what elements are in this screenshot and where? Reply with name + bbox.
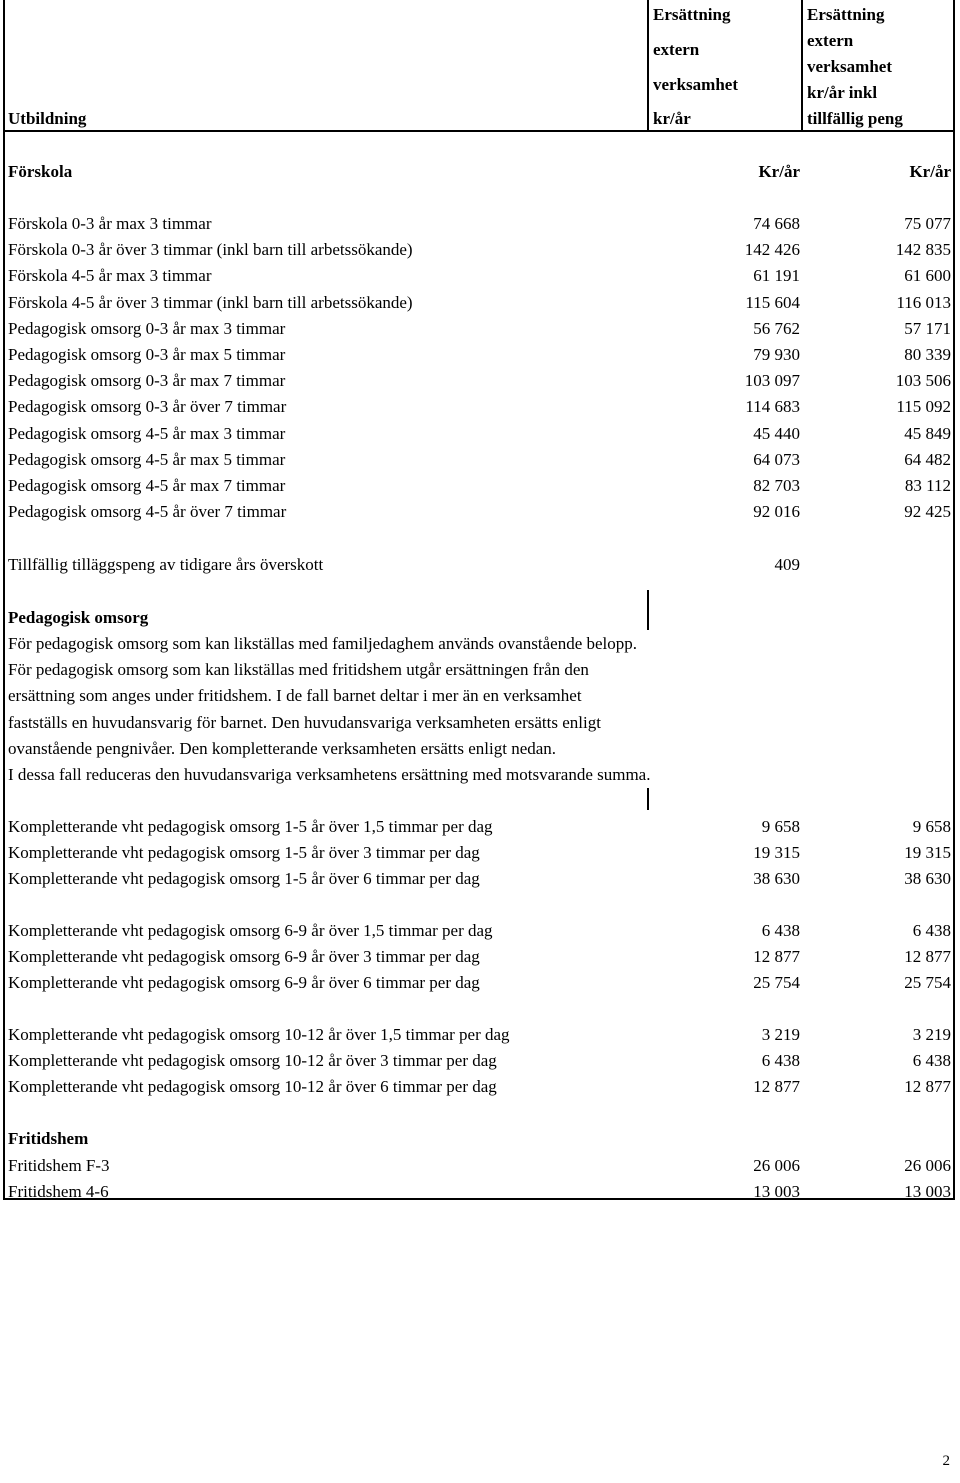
table-row-label: Kompletterande vht pedagogisk omsorg 6-9 år över 1,5 timmar per dag	[8, 921, 493, 940]
table-row-value-col3: 6 438	[912, 921, 951, 940]
unit-label-col3: Kr/år	[909, 162, 951, 181]
header-divider-1	[647, 0, 649, 131]
section-divider-2	[647, 788, 649, 810]
table-row-label: Förskola 0-3 år max 3 timmar	[8, 214, 212, 233]
table-row-label: Kompletterande vht pedagogisk omsorg 6-9 år över 3 timmar per dag	[8, 947, 480, 966]
table-row-value-col2: 12 877	[753, 1077, 800, 1096]
table-row-value-col2: 19 315	[753, 843, 800, 862]
table-row-value-col2: 6 438	[761, 921, 800, 940]
table-row-value-col2: 115 604	[745, 292, 800, 312]
table-row-label: Kompletterande vht pedagogisk omsorg 1-5 år över 1,5 timmar per dag	[8, 817, 493, 836]
paragraph-line: ovanstående pengnivåer. Den kompletterande verksamheten ersätts enligt nedan.	[8, 738, 557, 758]
table-row-label: Kompletterande vht pedagogisk omsorg 10-12 år över 3 timmar per dag	[8, 1051, 497, 1070]
section-title-fritidshem: Fritidshem	[8, 1129, 89, 1148]
header-col3-line: extern	[807, 31, 854, 50]
table-row-value-col2: 45 440	[753, 423, 800, 443]
table-row-value-col2: 79 930	[753, 345, 800, 364]
table-row-value-col2: 114 683	[745, 397, 800, 417]
table-row-value-col2: 64 073	[753, 449, 800, 469]
table-row-value-col2: 142 426	[744, 240, 800, 260]
header-col2-line: extern	[653, 40, 700, 59]
header-utbildning: Utbildning	[8, 109, 87, 128]
table-row-value-col3: 115 092	[896, 397, 951, 417]
table-row-value-col3: 75 077	[904, 214, 951, 233]
paragraph-line: I dessa fall reduceras den huvudansvariga verksamhetens ersättning med motsvarande summa.	[8, 765, 651, 784]
table-row-label: Fritidshem F-3	[8, 1156, 110, 1175]
paragraph-line: För pedagogisk omsorg som kan likställas med fritidshem utgår ersättningen från den	[8, 660, 589, 680]
header-col2-line: kr/år	[653, 109, 691, 128]
table-row-value-col3: 25 754	[904, 973, 951, 992]
section-divider-1	[647, 590, 649, 630]
table-row-label: Förskola 4-5 år över 3 timmar (inkl barn till arbetssökande)	[8, 292, 413, 312]
table-row-value-col3: 12 877	[904, 947, 951, 966]
table-row-label: Kompletterande vht pedagogisk omsorg 1-5 år över 6 timmar per dag	[8, 869, 480, 888]
header-bottom-line	[3, 130, 955, 132]
table-row-label: Pedagogisk omsorg 0-3 år max 5 timmar	[8, 345, 286, 364]
table-row-value-col3: 45 849	[904, 423, 951, 443]
table-row-label: Kompletterande vht pedagogisk omsorg 10-12 år över 1,5 timmar per dag	[8, 1025, 510, 1044]
table-row-value-col3: 64 482	[904, 449, 951, 469]
section-title-forskola: Förskola	[8, 162, 73, 181]
header-col3-line: tillfällig peng	[807, 109, 903, 128]
table-row-value-col2: 103 097	[744, 371, 800, 391]
table-row-value-col2: 6 438	[761, 1051, 800, 1070]
table-row-value-col3: 142 835	[895, 240, 951, 260]
table-row-label: Pedagogisk omsorg 0-3 år max 7 timmar	[8, 371, 286, 391]
table-row-value-col3: 13 003	[904, 1182, 951, 1201]
table-row-label: Pedagogisk omsorg 4-5 år max 5 timmar	[8, 449, 286, 469]
table-row-label: Pedagogisk omsorg 0-3 år över 7 timmar	[8, 397, 287, 417]
table-row-value-col3: 83 112	[904, 476, 951, 495]
table-frame	[3, 0, 955, 1200]
paragraph-line: För pedagogisk omsorg som kan likställas med familjedaghem används ovanstående belopp.	[8, 634, 638, 653]
table-row-value-col3: 12 877	[904, 1077, 951, 1096]
table-row-value-col2: 9 658	[761, 817, 800, 836]
table-row-value-col2: 56 762	[753, 318, 800, 338]
header-col2-line: verksamhet	[653, 75, 738, 94]
table-row-value-col2: 409	[774, 555, 800, 574]
paragraph-line: ersättning som anges under fritidshem. I de fall barnet deltar i mer än en verksamhet	[8, 686, 582, 706]
table-row-value-col3: 92 425	[904, 502, 951, 522]
table-row-value-col2: 74 668	[753, 214, 800, 233]
table-row-value-col2: 26 006	[753, 1156, 800, 1175]
table-row-label: Förskola 0-3 år över 3 timmar (inkl barn till arbetssökande)	[8, 240, 413, 260]
table-row-label: Pedagogisk omsorg 4-5 år max 3 timmar	[8, 423, 286, 443]
table-row-label: Tillfällig tilläggspeng av tidigare års överskott	[8, 555, 324, 574]
header-col3-line: kr/år inkl	[807, 83, 878, 102]
table-row-value-col3: 9 658	[912, 817, 951, 836]
table-row-value-col2: 25 754	[753, 973, 800, 992]
table-row-label: Kompletterande vht pedagogisk omsorg 10-12 år över 6 timmar per dag	[8, 1077, 497, 1096]
header-col2-line: Ersättning	[653, 5, 731, 24]
table-row-value-col3: 116 013	[896, 292, 951, 312]
page-number: 2	[942, 1453, 950, 1469]
unit-label-col2: Kr/år	[758, 162, 800, 181]
table-row-value-col2: 12 877	[753, 947, 800, 966]
table-row-value-col2: 13 003	[753, 1182, 800, 1201]
table-row-value-col3: 103 506	[895, 371, 951, 391]
table-row-value-col3: 6 438	[912, 1051, 951, 1070]
table-row-label: Pedagogisk omsorg 0-3 år max 3 timmar	[8, 318, 286, 338]
section-title-pedagogisk: Pedagogisk omsorg	[8, 608, 149, 627]
table-row-label: Kompletterande vht pedagogisk omsorg 1-5 år över 3 timmar per dag	[8, 843, 480, 862]
table-row-value-col3: 3 219	[912, 1025, 951, 1044]
table-row-label: Kompletterande vht pedagogisk omsorg 6-9 år över 6 timmar per dag	[8, 973, 480, 992]
table-row-value-col3: 38 630	[904, 869, 951, 888]
table-row-value-col3: 26 006	[904, 1156, 951, 1175]
table-row-label: Pedagogisk omsorg 4-5 år max 7 timmar	[8, 476, 286, 495]
table-row-value-col3: 19 315	[904, 843, 951, 862]
header-col3-line: Ersättning	[807, 5, 885, 24]
paragraph-line: fastställs en huvudansvarig för barnet. Den huvudansvariga verksamheten ersätts enligt	[8, 712, 601, 732]
header-divider-2	[801, 0, 803, 131]
table-row-label: Fritidshem 4-6	[8, 1182, 109, 1201]
table-row-value-col2: 82 703	[753, 476, 800, 495]
table-row-value-col2: 92 016	[753, 502, 800, 522]
table-row-value-col2: 3 219	[761, 1025, 800, 1044]
table-row-label: Förskola 4-5 år max 3 timmar	[8, 266, 212, 286]
table-row-value-col3: 80 339	[904, 345, 951, 364]
table-row-label: Pedagogisk omsorg 4-5 år över 7 timmar	[8, 502, 287, 522]
table-row-value-col3: 61 600	[904, 266, 951, 286]
header-col3-line: verksamhet	[807, 57, 892, 76]
table-row-value-col2: 38 630	[753, 869, 800, 888]
table-row-value-col2: 61 191	[753, 266, 800, 286]
table-row-value-col3: 57 171	[904, 318, 951, 338]
